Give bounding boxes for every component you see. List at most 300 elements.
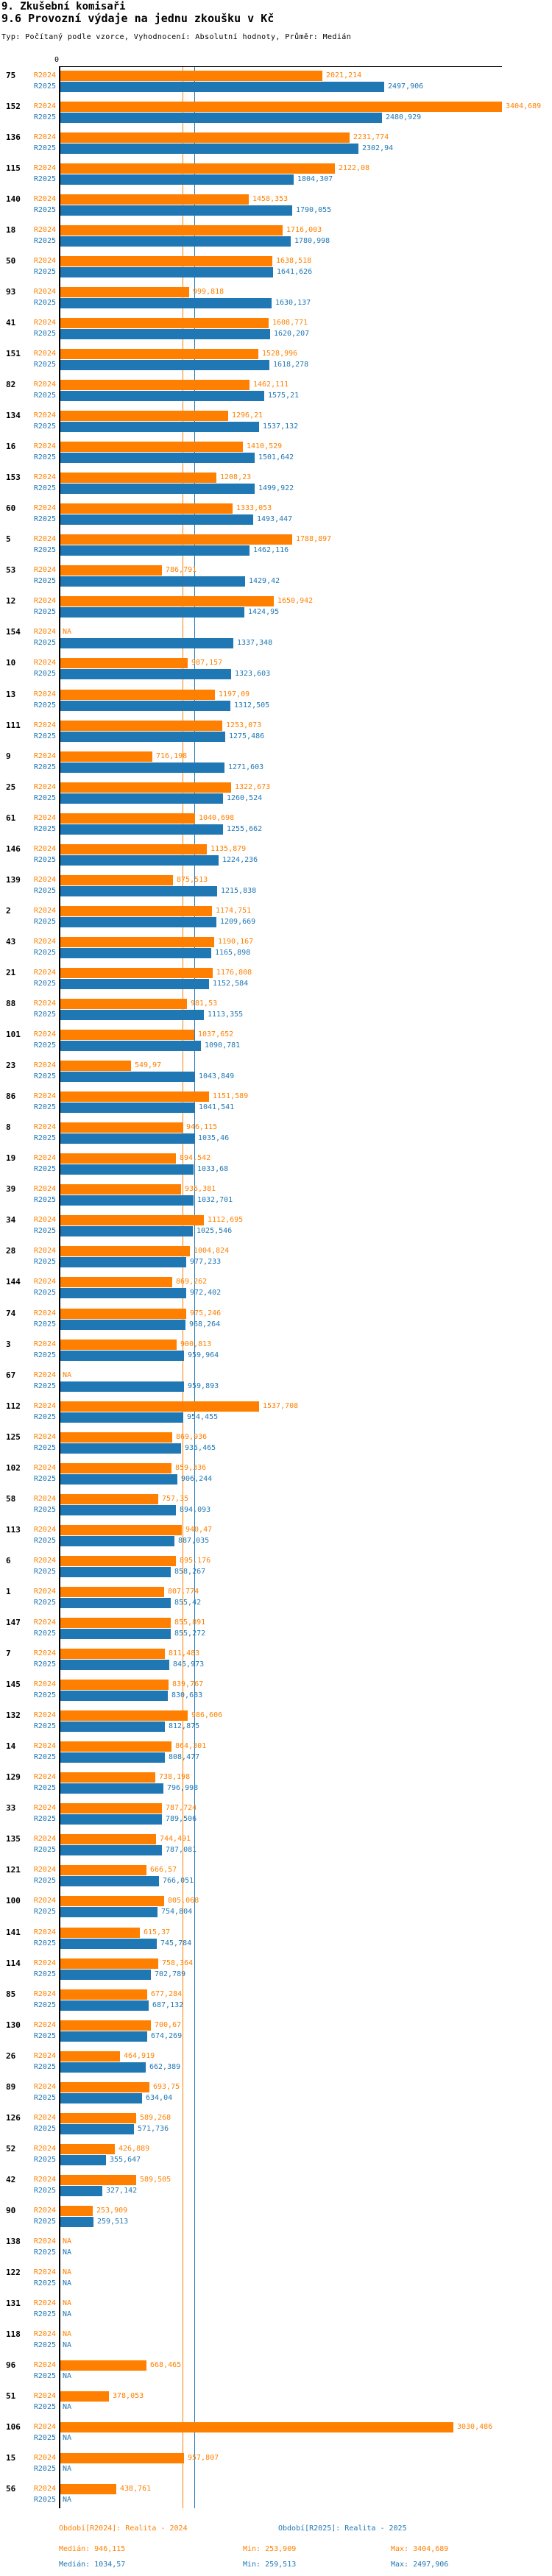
series-label-r2024: R2024 [33, 1495, 56, 1503]
bar-r2025 [60, 1783, 163, 1794]
bar-r2025 [60, 1072, 195, 1082]
value-label-r2025: 2302,94 [362, 144, 394, 152]
bar-r2024 [60, 596, 274, 606]
value-label-r2024: 975,246 [190, 1309, 222, 1317]
value-label-r2024: 549,97 [135, 1061, 162, 1069]
na-label-r2025: NA [63, 2434, 72, 2442]
series-label-r2025: R2025 [33, 2434, 56, 2442]
value-label-r2024: 1190,167 [218, 938, 254, 946]
value-label-r2025: 1224,236 [222, 856, 258, 864]
value-label-r2024: 1608,771 [272, 319, 308, 327]
bar-r2025 [60, 1412, 183, 1423]
chart-title: 9.6 Provozní výdaje na jednu zkoušku v Kč [1, 12, 275, 25]
row-id-label: 131 [6, 2299, 21, 2308]
series-label-r2025: R2025 [33, 1691, 56, 1699]
value-label-r2025: 1493,447 [257, 515, 293, 523]
value-label-r2025: 855,42 [174, 1599, 202, 1607]
bar-r2025 [60, 113, 382, 123]
value-label-r2025: 702,789 [155, 1970, 186, 1978]
row-id-label: 138 [6, 2237, 21, 2246]
na-label-r2025: NA [63, 2248, 72, 2257]
series-label-r2024: R2024 [33, 1990, 56, 1998]
value-label-r2025: 1499,922 [258, 484, 294, 492]
series-label-r2024: R2024 [33, 907, 56, 915]
bar-r2024 [60, 999, 187, 1009]
series-label-r2024: R2024 [33, 1835, 56, 1843]
value-label-r2025: 959,893 [188, 1382, 219, 1390]
bar-r2024 [60, 225, 283, 236]
value-label-r2024: 855,891 [174, 1618, 206, 1627]
bar-r2025 [60, 1288, 186, 1298]
bar-r2024 [60, 163, 335, 174]
series-label-r2025: R2025 [33, 2156, 56, 2164]
value-label-r2025: 894,093 [180, 1506, 211, 1514]
value-label-r2024: 744,491 [160, 1835, 191, 1843]
row-id-label: 122 [6, 2268, 21, 2277]
value-label-r2025: 1620,207 [274, 330, 310, 338]
series-label-r2025: R2025 [33, 1320, 56, 1328]
series-label-r2024: R2024 [33, 195, 56, 203]
value-label-r2025: 796,998 [167, 1784, 199, 1792]
value-label-r2024: 589,505 [140, 2176, 171, 2184]
series-label-r2024: R2024 [33, 288, 56, 296]
bar-r2025 [60, 701, 230, 711]
page-title: 9. Zkušební komisaři [1, 1, 126, 13]
series-label-r2025: R2025 [33, 2403, 56, 2411]
series-label-r2025: R2025 [33, 1011, 56, 1019]
series-label-r2024: R2024 [33, 164, 56, 172]
row-id-label: 67 [6, 1370, 16, 1380]
value-label-r2024: 900,813 [180, 1340, 212, 1348]
row-id-label: 74 [6, 1309, 16, 1318]
row-id-label: 25 [6, 782, 16, 792]
value-label-r2025: 1424,95 [248, 608, 280, 616]
value-label-r2025: 858,267 [174, 1568, 206, 1576]
series-label-r2025: R2025 [33, 2032, 56, 2040]
series-label-r2024: R2024 [33, 2330, 56, 2338]
bar-r2024 [60, 1618, 171, 1628]
row-id-label: 75 [6, 71, 16, 80]
value-label-r2024: 869,262 [176, 1278, 208, 1286]
stat-min-r2024: Min: 253,909 [243, 2545, 297, 2553]
value-label-r2024: 987,157 [191, 659, 223, 667]
series-label-r2024: R2024 [33, 659, 56, 667]
series-label-r2025: R2025 [33, 918, 56, 926]
na-label-r2024: NA [63, 2330, 72, 2338]
bar-r2024 [60, 2422, 453, 2432]
series-label-r2024: R2024 [33, 133, 56, 141]
na-label-r2024: NA [63, 2268, 72, 2276]
bar-r2025 [60, 2155, 106, 2165]
stat-median-r2025: Medián: 1034,57 [59, 2561, 126, 2569]
row-id-label: 39 [6, 1184, 16, 1194]
row-id-label: 154 [6, 627, 21, 637]
series-label-r2024: R2024 [33, 2145, 56, 2153]
row-id-label: 82 [6, 380, 16, 389]
value-label-r2024: 894,542 [180, 1154, 211, 1162]
series-label-r2024: R2024 [33, 1030, 56, 1038]
bar-r2025 [60, 1505, 176, 1515]
series-label-r2024: R2024 [33, 1773, 56, 1781]
na-label-r2024: NA [63, 2299, 72, 2307]
row-id-label: 56 [6, 2484, 16, 2494]
na-label-r2025: NA [63, 2372, 72, 2380]
bar-r2025 [60, 453, 255, 463]
series-label-r2024: R2024 [33, 1402, 56, 1410]
value-label-r2024: 589,268 [140, 2114, 171, 2122]
value-label-r2024: 869,936 [176, 1433, 208, 1441]
bar-r2025 [60, 1845, 162, 1855]
value-label-r2025: 1035,46 [198, 1134, 230, 1142]
value-label-r2024: 426,889 [118, 2145, 150, 2153]
bar-r2025 [60, 855, 219, 866]
series-label-r2025: R2025 [33, 1041, 56, 1050]
value-label-r2024: 2231,774 [353, 133, 389, 141]
series-label-r2025: R2025 [33, 2341, 56, 2349]
bar-r2024 [60, 411, 228, 421]
value-label-r2025: 1323,603 [235, 670, 271, 678]
row-id-label: 86 [6, 1091, 16, 1101]
series-label-r2025: R2025 [33, 2094, 56, 2102]
bar-r2025 [60, 1536, 174, 1546]
value-label-r2025: 1152,584 [213, 980, 249, 988]
bar-r2025 [60, 1381, 184, 1392]
row-id-label: 2 [6, 906, 11, 916]
bar-r2024 [60, 1834, 156, 1844]
bar-r2024 [60, 1061, 131, 1071]
stat-median-r2024: Medián: 946,115 [59, 2545, 126, 2553]
series-label-r2025: R2025 [33, 1258, 56, 1266]
value-label-r2025: 1255,662 [227, 825, 263, 833]
value-label-r2025: 327,142 [106, 2187, 138, 2195]
bar-r2025 [60, 1320, 185, 1330]
series-label-r2024: R2024 [33, 1557, 56, 1565]
bar-r2025 [60, 1226, 193, 1236]
row-id-label: 145 [6, 1680, 21, 1689]
bar-r2025 [60, 545, 250, 556]
value-label-r2025: 1032,701 [197, 1196, 233, 1204]
row-id-label: 14 [6, 1741, 16, 1751]
value-label-r2025: 745,784 [160, 1939, 192, 1947]
row-id-label: 136 [6, 132, 21, 142]
bar-r2024 [60, 2360, 146, 2371]
series-label-r2024: R2024 [33, 938, 56, 946]
series-label-r2025: R2025 [33, 2372, 56, 2380]
series-label-r2025: R2025 [33, 670, 56, 678]
value-label-r2024: 438,761 [120, 2485, 152, 2493]
axis-vertical-line [59, 66, 60, 2508]
row-id-label: 43 [6, 937, 16, 946]
value-label-r2025: 787,081 [166, 1846, 197, 1854]
na-label-r2025: NA [63, 2403, 72, 2411]
row-id-label: 112 [6, 1401, 21, 1411]
bar-r2024 [60, 844, 207, 854]
series-label-r2024: R2024 [33, 1618, 56, 1627]
row-id-label: 135 [6, 1834, 21, 1844]
row-id-label: 146 [6, 844, 21, 854]
value-label-r2025: 674,269 [151, 2032, 183, 2040]
bar-r2025 [60, 1010, 204, 1020]
row-id-label: 33 [6, 1803, 16, 1813]
value-label-r2024: 1037,652 [198, 1030, 234, 1038]
bar-r2024 [60, 1091, 209, 1102]
row-id-label: 96 [6, 2360, 16, 2370]
bar-r2024 [60, 1122, 183, 1133]
bar-r2025 [60, 1876, 159, 1886]
row-id-label: 8 [6, 1122, 11, 1132]
value-label-r2024: 805,068 [168, 1897, 199, 1905]
row-id-label: 3 [6, 1340, 11, 1349]
value-label-r2024: 1462,111 [253, 381, 289, 389]
value-label-r2024: 2021,214 [326, 71, 362, 79]
series-label-r2025: R2025 [33, 453, 56, 461]
row-id-label: 101 [6, 1030, 21, 1039]
series-label-r2024: R2024 [33, 1433, 56, 1441]
series-label-r2025: R2025 [33, 2496, 56, 2504]
na-label-r2025: NA [63, 2279, 72, 2287]
series-label-r2024: R2024 [33, 721, 56, 729]
row-id-label: 53 [6, 565, 16, 575]
value-label-r2025: 1043,849 [199, 1072, 235, 1080]
row-id-label: 151 [6, 349, 21, 358]
row-id-label: 125 [6, 1432, 21, 1442]
value-label-r2024: 666,57 [150, 1866, 177, 1874]
value-label-r2024: 1638,518 [276, 257, 312, 265]
row-id-label: 9 [6, 751, 11, 761]
stat-min-r2025: Min: 259,513 [243, 2561, 297, 2569]
bar-r2024 [60, 875, 173, 885]
series-label-r2025: R2025 [33, 144, 56, 152]
bar-r2025 [60, 669, 231, 679]
value-label-r2025: 766,051 [163, 1877, 194, 1885]
value-label-r2025: 355,647 [110, 2156, 141, 2164]
series-label-r2025: R2025 [33, 1784, 56, 1792]
row-id-label: 102 [6, 1463, 21, 1473]
row-id-label: 10 [6, 658, 16, 668]
series-label-r2024: R2024 [33, 1061, 56, 1069]
series-label-r2025: R2025 [33, 1289, 56, 1297]
series-label-r2024: R2024 [33, 1928, 56, 1936]
row-id-label: 115 [6, 163, 21, 173]
row-id-label: 51 [6, 2391, 16, 2401]
value-label-r2024: 986,606 [191, 1711, 223, 1719]
bar-r2025 [60, 1474, 177, 1485]
bar-r2025 [60, 576, 245, 587]
bar-r2025 [60, 1907, 158, 1917]
bar-r2024 [60, 442, 243, 452]
bar-r2025 [60, 391, 264, 401]
value-label-r2024: 787,724 [166, 1804, 197, 1812]
bar-r2025 [60, 638, 233, 648]
bar-r2025 [60, 732, 225, 742]
value-label-r2024: 1650,942 [277, 597, 314, 605]
bar-r2024 [60, 1463, 171, 1473]
series-label-r2024: R2024 [33, 535, 56, 543]
bar-r2025 [60, 2186, 102, 2196]
row-id-label: 89 [6, 2082, 16, 2092]
row-id-label: 41 [6, 318, 16, 328]
bar-r2025 [60, 948, 211, 958]
row-id-label: 106 [6, 2422, 21, 2432]
value-label-r2025: 959,964 [188, 1351, 219, 1359]
value-label-r2025: 830,683 [171, 1691, 203, 1699]
value-label-r2025: 1462,116 [253, 546, 289, 554]
bar-r2024 [60, 318, 269, 328]
series-label-r2024: R2024 [33, 566, 56, 574]
row-id-label: 5 [6, 534, 11, 544]
row-id-label: 23 [6, 1061, 16, 1070]
series-label-r2024: R2024 [33, 876, 56, 884]
bar-r2024 [60, 1958, 158, 1969]
series-label-r2025: R2025 [33, 1815, 56, 1823]
series-label-r2024: R2024 [33, 2207, 56, 2215]
bar-r2024 [60, 1710, 188, 1721]
value-label-r2025: 968,264 [189, 1320, 221, 1328]
bar-r2024 [60, 1803, 162, 1814]
value-label-r2025: 1790,055 [296, 206, 332, 214]
series-label-r2024: R2024 [33, 1804, 56, 1812]
value-label-r2024: 875,513 [177, 876, 208, 884]
bar-r2024 [60, 534, 292, 545]
value-label-r2025: 634,04 [146, 2094, 173, 2102]
series-label-r2024: R2024 [33, 783, 56, 791]
row-id-label: 93 [6, 287, 16, 297]
bar-r2024 [60, 690, 215, 700]
value-label-r2024: 693,75 [153, 2083, 180, 2091]
bar-r2025 [60, 2217, 93, 2227]
row-id-label: 16 [6, 442, 16, 451]
series-label-r2024: R2024 [33, 1866, 56, 1874]
row-id-label: 6 [6, 1556, 11, 1565]
row-id-label: 114 [6, 1958, 21, 1968]
value-label-r2024: 378,053 [113, 2392, 144, 2400]
value-label-r2024: 758,364 [162, 1959, 194, 1967]
series-label-r2024: R2024 [33, 814, 56, 822]
value-label-r2024: 895,176 [180, 1557, 211, 1565]
series-label-r2025: R2025 [33, 1599, 56, 1607]
bar-r2025 [60, 1164, 194, 1175]
bar-r2024 [60, 937, 214, 947]
series-label-r2024: R2024 [33, 2176, 56, 2184]
bar-r2025 [60, 2093, 142, 2103]
value-label-r2024: 1537,708 [263, 1402, 299, 1410]
na-label-r2025: NA [63, 2496, 72, 2504]
value-label-r2025: 1618,278 [273, 361, 309, 369]
series-label-r2024: R2024 [33, 752, 56, 760]
na-label-r2024: NA [63, 1371, 72, 1379]
bar-r2024 [60, 2206, 93, 2216]
series-label-r2024: R2024 [33, 1711, 56, 1719]
series-label-r2025: R2025 [33, 392, 56, 400]
bar-r2024 [60, 1865, 146, 1875]
series-label-r2025: R2025 [33, 515, 56, 523]
row-id-label: 90 [6, 2206, 16, 2215]
row-id-label: 42 [6, 2175, 16, 2184]
value-label-r2025: 845,973 [173, 1660, 205, 1669]
value-label-r2024: 1296,21 [232, 411, 263, 420]
row-id-label: 134 [6, 411, 21, 420]
value-label-r2025: 1575,21 [268, 392, 300, 400]
axis-top-line [59, 66, 502, 67]
series-label-r2025: R2025 [33, 732, 56, 740]
series-label-r2024: R2024 [33, 2021, 56, 2029]
series-label-r2024: R2024 [33, 1897, 56, 1905]
value-label-r2025: 259,513 [97, 2218, 129, 2226]
series-label-r2024: R2024 [33, 690, 56, 698]
bar-r2024 [60, 1153, 176, 1164]
na-label-r2025: NA [63, 2341, 72, 2349]
series-label-r2024: R2024 [33, 1588, 56, 1596]
row-id-label: 118 [6, 2329, 21, 2339]
value-label-r2024: 1716,003 [286, 226, 322, 234]
bar-r2025 [60, 917, 216, 927]
value-label-r2024: 946,115 [186, 1123, 218, 1131]
series-label-r2025: R2025 [33, 1103, 56, 1111]
row-id-label: 139 [6, 875, 21, 885]
row-id-label: 147 [6, 1618, 21, 1627]
value-label-r2024: 615,37 [144, 1928, 171, 1936]
value-label-r2024: 1135,879 [210, 845, 247, 853]
value-label-r2024: 786,791 [166, 566, 197, 574]
series-label-r2024: R2024 [33, 2114, 56, 2122]
series-label-r2024: R2024 [33, 1123, 56, 1131]
series-label-r2024: R2024 [33, 1959, 56, 1967]
row-id-label: 15 [6, 2453, 16, 2463]
row-id-label: 13 [6, 690, 16, 699]
value-label-r2024: 3404,689 [506, 102, 542, 110]
value-label-r2025: 1641,626 [277, 268, 313, 276]
value-label-r2024: 1112,695 [208, 1216, 244, 1224]
bar-r2025 [60, 267, 273, 277]
bar-r2024 [60, 1309, 186, 1319]
bar-r2024 [60, 1928, 140, 1938]
value-label-r2025: 1271,603 [228, 763, 264, 771]
series-label-r2025: R2025 [33, 1877, 56, 1885]
bar-r2024 [60, 380, 250, 390]
bar-r2024 [60, 813, 195, 824]
series-label-r2025: R2025 [33, 1475, 56, 1483]
series-label-r2024: R2024 [33, 1464, 56, 1472]
row-id-label: 58 [6, 1494, 16, 1504]
series-label-r2024: R2024 [33, 473, 56, 481]
series-label-r2025: R2025 [33, 1506, 56, 1514]
series-label-r2025: R2025 [33, 1537, 56, 1545]
value-label-r2025: 1165,898 [215, 949, 251, 957]
series-label-r2025: R2025 [33, 1165, 56, 1173]
row-id-label: 60 [6, 503, 16, 513]
bar-r2024 [60, 2175, 136, 2185]
bar-r2025 [60, 1598, 171, 1608]
bar-r2025 [60, 1691, 168, 1701]
series-label-r2025: R2025 [33, 175, 56, 183]
bar-r2025 [60, 1970, 151, 1980]
value-label-r2024: 811,483 [169, 1649, 200, 1657]
value-label-r2025: 571,736 [138, 2125, 169, 2133]
bar-r2025 [60, 298, 272, 308]
series-label-r2025: R2025 [33, 268, 56, 276]
bar-r2024 [60, 751, 152, 762]
bar-r2025 [60, 1041, 201, 1051]
stat-max-r2024: Max: 3404,689 [391, 2545, 449, 2553]
row-id-label: 126 [6, 2113, 21, 2123]
bar-r2024 [60, 2051, 120, 2062]
bar-r2024 [60, 1215, 204, 1225]
value-label-r2025: 977,233 [190, 1258, 222, 1266]
series-label-r2024: R2024 [33, 1216, 56, 1224]
value-label-r2025: 887,035 [178, 1537, 210, 1545]
row-id-label: 1 [6, 1587, 11, 1596]
bar-r2024 [60, 102, 502, 112]
